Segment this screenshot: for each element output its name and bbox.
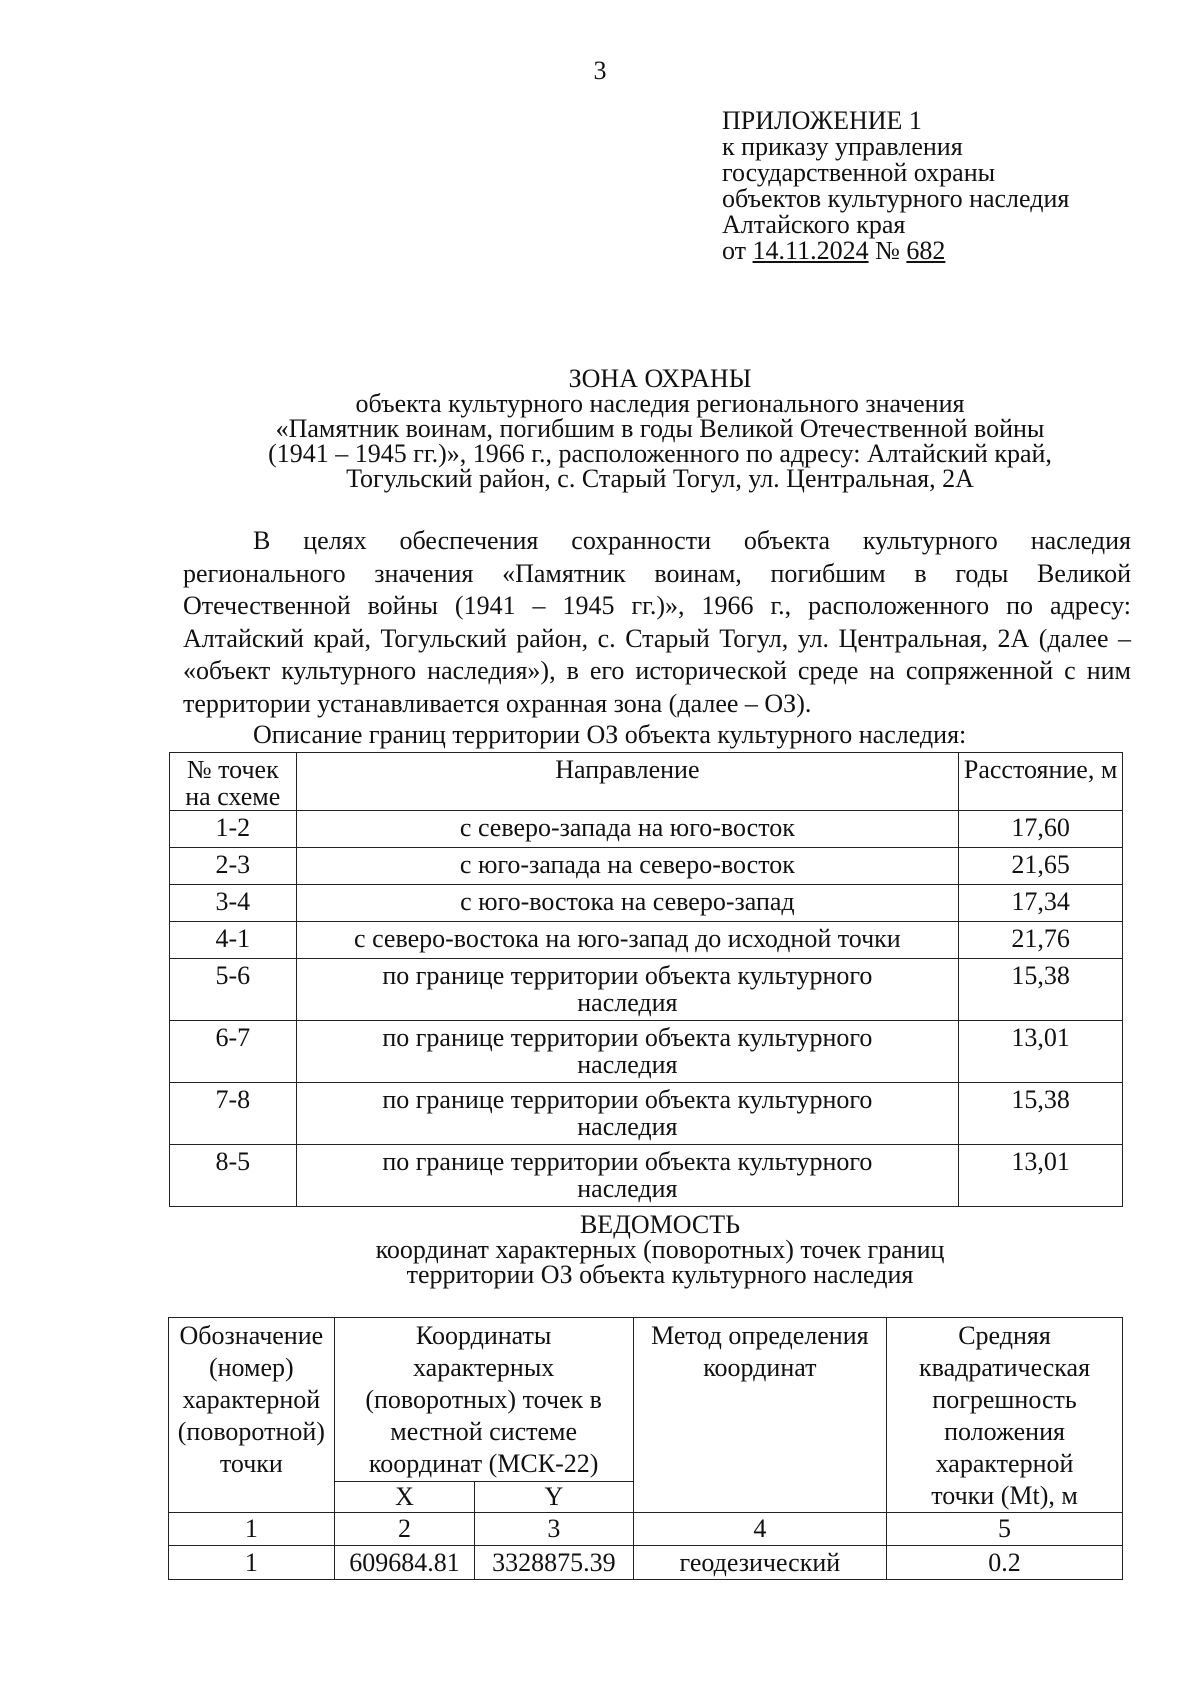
cell-method: геодезический [633, 1546, 886, 1580]
column-numbers-row [169, 1513, 1123, 1546]
number-prefix: № [868, 236, 907, 265]
appendix-date-line [722, 238, 1069, 264]
cell-distance: 13,01 [959, 1145, 1123, 1207]
header-line: Координаты [415, 1321, 552, 1350]
header-designation [169, 1318, 335, 1513]
header-line: положения [944, 1417, 1065, 1446]
vedomost-subtitle-line: координат характерных (поворотных) точек границ [375, 1235, 945, 1264]
cell-direction [296, 1145, 959, 1207]
zone-subtitle-line: «Памятник воинам, погибшим в годы Великой Отечественной войны [275, 414, 1045, 443]
intro-paragraph: В целях обеспечения сохранности объекта культурного наследия регионального значения «Памятник воинам, погибшим в годы Великой Отечественной войны (1941 – 1945 гг.)», 1966 г., расположенного по адресу: Алтайский край, Тогульский район, с. Старый Тогул, ул. Центральная, 2А (далее – «объект культурного наследия»), в его исторической среде на сопряженной с ним территории устанавливается охранная зона (далее – ОЗ). [183, 526, 1131, 718]
header-line: (номер) [208, 1353, 294, 1382]
cell-distance: 15,38 [959, 1083, 1123, 1145]
table-row [169, 1546, 1123, 1580]
vedomost-heading [160, 1212, 1160, 1287]
column-number: 5 [887, 1513, 1123, 1546]
zone-subtitle-line: объекта культурного наследия регионального значения [355, 389, 965, 418]
header-line: местной системе [390, 1417, 578, 1446]
header-line: координат [703, 1353, 817, 1382]
column-number: 2 [334, 1513, 475, 1546]
cell-error: 0.2 [887, 1546, 1123, 1580]
table-row [170, 848, 1123, 885]
cell-direction-line2: наследия [577, 1112, 678, 1141]
column-number: 4 [633, 1513, 886, 1546]
cell-distance: 21,65 [959, 848, 1123, 885]
cell-direction-line1: по границе территории объекта культурного [382, 961, 873, 990]
page-number: 3 [593, 56, 607, 85]
table-row [170, 885, 1123, 922]
coords-table [168, 1317, 1123, 1580]
column-number: 1 [169, 1513, 335, 1546]
cell-direction-line2: наследия [577, 988, 678, 1017]
cell-direction-line2: наследия [577, 1174, 678, 1203]
cell-direction [296, 959, 959, 1021]
cell-direction: с северо-запада на юго-восток [296, 811, 959, 848]
zone-subtitle-line: Тогульский район, с. Старый Тогул, ул. Центральная, 2А [346, 464, 974, 493]
column-number: 3 [475, 1513, 633, 1546]
header-line: характерной [935, 1449, 1074, 1478]
header-line: погрешность [932, 1385, 1077, 1414]
appendix-line: к приказу управления [722, 132, 963, 161]
header-y: Y [475, 1481, 633, 1512]
header-points-line1: № точек [186, 755, 279, 784]
cell-points: 6-7 [170, 1021, 297, 1083]
cell-direction-line1: по границе территории объекта культурного [382, 1085, 873, 1114]
appendix-block [722, 108, 1069, 264]
cell-direction [296, 1021, 959, 1083]
cell-points: 8-5 [170, 1145, 297, 1207]
cell-points: 1-2 [170, 811, 297, 848]
cell-points: 5-6 [170, 959, 297, 1021]
header-line: Метод определения [651, 1321, 869, 1350]
header-line: характерных [413, 1353, 555, 1382]
table-row [170, 1145, 1123, 1207]
boundary-table-caption: Описание границ территории ОЗ объекта культурного наследия: [253, 720, 967, 749]
cell-direction [296, 1083, 959, 1145]
date-prefix: от [722, 236, 753, 265]
table-row [170, 1083, 1123, 1145]
table-row [170, 811, 1123, 848]
header-line: координат (МСК-22) [368, 1449, 599, 1478]
cell-points: 4-1 [170, 922, 297, 959]
header-line: Средняя [958, 1321, 1051, 1350]
header-points [170, 753, 297, 811]
boundary-table [169, 752, 1123, 1207]
header-distance: Расстояние, м [959, 753, 1123, 811]
zone-subtitle-line: (1941 – 1945 гг.)», 1966 г., расположенного по адресу: Алтайский край, [268, 439, 1052, 468]
header-line: характерной [182, 1385, 321, 1414]
cell-direction-line1: по границе территории объекта культурного [382, 1147, 873, 1176]
cell-direction: с юго-востока на северо-запад [296, 885, 959, 922]
zone-title: ЗОНА ОХРАНЫ [568, 364, 752, 393]
appendix-line: объектов культурного наследия [722, 184, 1070, 213]
cell-direction-line2: наследия [577, 1050, 678, 1079]
cell-distance: 21,76 [959, 922, 1123, 959]
appendix-line: государственной охраны [722, 158, 996, 187]
cell-direction-line1: по границе территории объекта культурного [382, 1023, 873, 1052]
cell-x: 609684.81 [334, 1546, 475, 1580]
cell-distance: 17,34 [959, 885, 1123, 922]
header-points-line2: на схеме [185, 782, 281, 811]
header-line: квадратическая [919, 1353, 1091, 1382]
header-method [633, 1318, 886, 1513]
header-line: точки [219, 1449, 283, 1478]
cell-y: 3328875.39 [475, 1546, 633, 1580]
order-number: 682 [906, 236, 946, 265]
cell-points: 7-8 [170, 1083, 297, 1145]
table-row [170, 959, 1123, 1021]
header-error [887, 1318, 1123, 1513]
appendix-line: Алтайского края [722, 210, 906, 239]
header-coords [334, 1318, 633, 1482]
cell-points: 3-4 [170, 885, 297, 922]
header-x: X [334, 1481, 475, 1512]
appendix-title: ПРИЛОЖЕНИЕ 1 [722, 106, 922, 135]
order-date: 14.11.2024 [752, 236, 869, 265]
cell-distance: 13,01 [959, 1021, 1123, 1083]
cell-points: 2-3 [170, 848, 297, 885]
vedomost-subtitle-line: территории ОЗ объекта культурного наследия [406, 1260, 914, 1289]
table-row [170, 1021, 1123, 1083]
cell-point: 1 [169, 1546, 335, 1580]
boundary-table-header [170, 753, 1123, 811]
table-row [170, 922, 1123, 959]
cell-distance: 17,60 [959, 811, 1123, 848]
header-line: Обозначение [179, 1321, 324, 1350]
header-line: (поворотных) точек в [365, 1385, 602, 1414]
cell-distance: 15,38 [959, 959, 1123, 1021]
cell-direction: с северо-востока на юго-запад до исходной точки [296, 922, 959, 959]
header-line: точки (Mt), м [931, 1481, 1078, 1510]
vedomost-title: ВЕДОМОСТЬ [579, 1210, 741, 1239]
header-line: (поворотной) [177, 1417, 325, 1446]
header-direction: Направление [296, 753, 959, 811]
zone-heading [160, 366, 1160, 491]
coords-table-header [169, 1318, 1123, 1482]
cell-direction: с юго-запада на северо-восток [296, 848, 959, 885]
